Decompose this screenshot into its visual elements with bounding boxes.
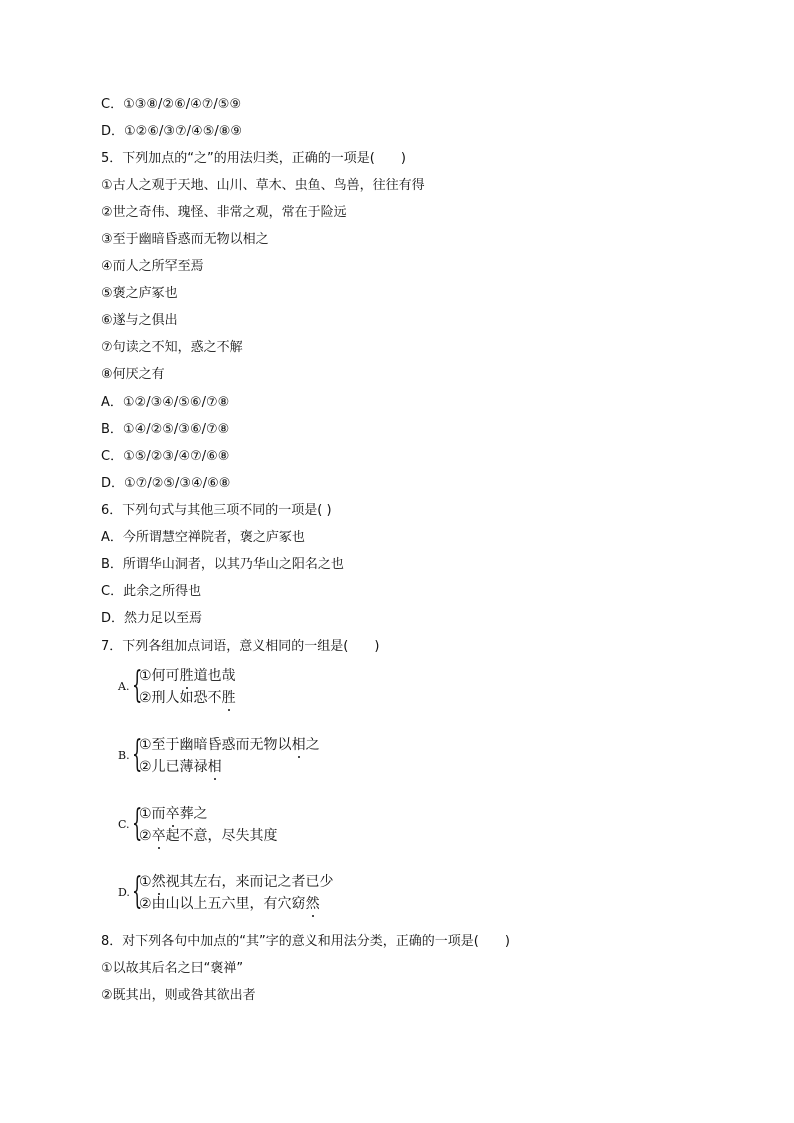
dotted-char: 胜 <box>179 668 194 684</box>
q5-sentence-4: ④而人之所罕至焉 <box>101 259 204 274</box>
dotted-char: 然 <box>151 874 166 890</box>
q6-option-c: C．此余之所得也 <box>101 584 202 599</box>
option-line-2: ②儿已薄禄相 <box>139 759 222 775</box>
question-8: 8．对下列各句中加点的“其”字的意义和用法分类，正确的一项是( ) <box>101 934 510 949</box>
q4-option-c: C．①③⑧/②⑥/④⑦/⑤⑨ <box>101 97 242 112</box>
option-line-1: ①然视其左右，来而记之者已少 <box>139 874 334 890</box>
q6-option-b: B．所谓华山洞者，以其乃华山之阳名之也 <box>101 557 344 572</box>
q4-option-d: D．①②⑥/③⑦/④⑤/⑧⑨ <box>101 124 243 139</box>
question-6: 6．下列句式与其他三项不同的一项是( ) <box>101 503 332 518</box>
question-7: 7．下列各组加点词语，意义相同的一组是( ) <box>101 639 380 654</box>
option-letter: B. <box>118 749 130 762</box>
q8-sentence-1: ①以故其后名之曰“褒禅” <box>101 961 244 976</box>
dotted-char: 胜 <box>221 690 236 706</box>
option-line-1: ①何可胜道也哉 <box>139 668 236 684</box>
option-line-2: ②刑人如恐不胜 <box>139 690 236 706</box>
q5-option-c: C．①⑤/②③/④⑦/⑥⑧ <box>101 449 230 464</box>
dotted-char: 相 <box>291 737 306 753</box>
q5-sentence-2: ②世之奇伟、瑰怪、非常之观，常在于险远 <box>101 205 347 220</box>
q7-option-c <box>118 805 418 849</box>
q7-option-a <box>118 667 418 711</box>
option-letter: A. <box>118 680 130 693</box>
option-letter: C. <box>118 818 130 831</box>
brace-glyph: { <box>132 803 143 844</box>
q6-option-d: D．然力足以至焉 <box>101 611 203 626</box>
q7-option-b <box>118 736 418 780</box>
q7-option-d <box>118 873 418 917</box>
brace-glyph: { <box>132 734 143 775</box>
option-line-1: ①至于幽暗昏惑而无物以相之 <box>139 737 320 753</box>
q8-sentence-2: ②既其出，则或咎其欲出者 <box>101 988 256 1003</box>
q5-sentence-5: ⑤褒之庐冢也 <box>101 286 178 301</box>
brace-glyph: { <box>132 665 143 706</box>
q5-sentence-6: ⑥遂与之俱出 <box>101 313 178 328</box>
q6-option-a: A．今所谓慧空禅院者，褒之庐冢也 <box>101 530 305 545</box>
dotted-char: 卒 <box>151 828 166 844</box>
dotted-char: 相 <box>207 759 222 775</box>
option-line-2: ②由山以上五六里，有穴窈然 <box>139 896 320 912</box>
q5-sentence-8: ⑧何厌之有 <box>101 367 165 382</box>
q5-option-b: B．①④/②⑤/③⑥/⑦⑧ <box>101 422 230 437</box>
q5-option-d: D．①⑦/②⑤/③④/⑥⑧ <box>101 476 231 491</box>
option-letter: D. <box>118 886 130 899</box>
question-5: 5．下列加点的“之”的用法归类，正确的一项是( ) <box>101 151 406 166</box>
dotted-char: 卒 <box>165 806 180 822</box>
option-line-1: ①而卒葬之 <box>139 806 208 822</box>
q5-sentence-7: ⑦句读之不知，惑之不解 <box>101 340 243 355</box>
dotted-char: 然 <box>305 896 320 912</box>
q5-option-a: A．①②/③④/⑤⑥/⑦⑧ <box>101 395 230 410</box>
q5-sentence-1: ①古人之观于天地、山川、草木、虫鱼、鸟兽，往往有得 <box>101 178 425 193</box>
option-line-2: ②卒起不意，尽失其度 <box>139 828 278 844</box>
q5-sentence-3: ③至于幽暗昏惑而无物以相之 <box>101 232 269 247</box>
brace-glyph: { <box>132 871 143 912</box>
